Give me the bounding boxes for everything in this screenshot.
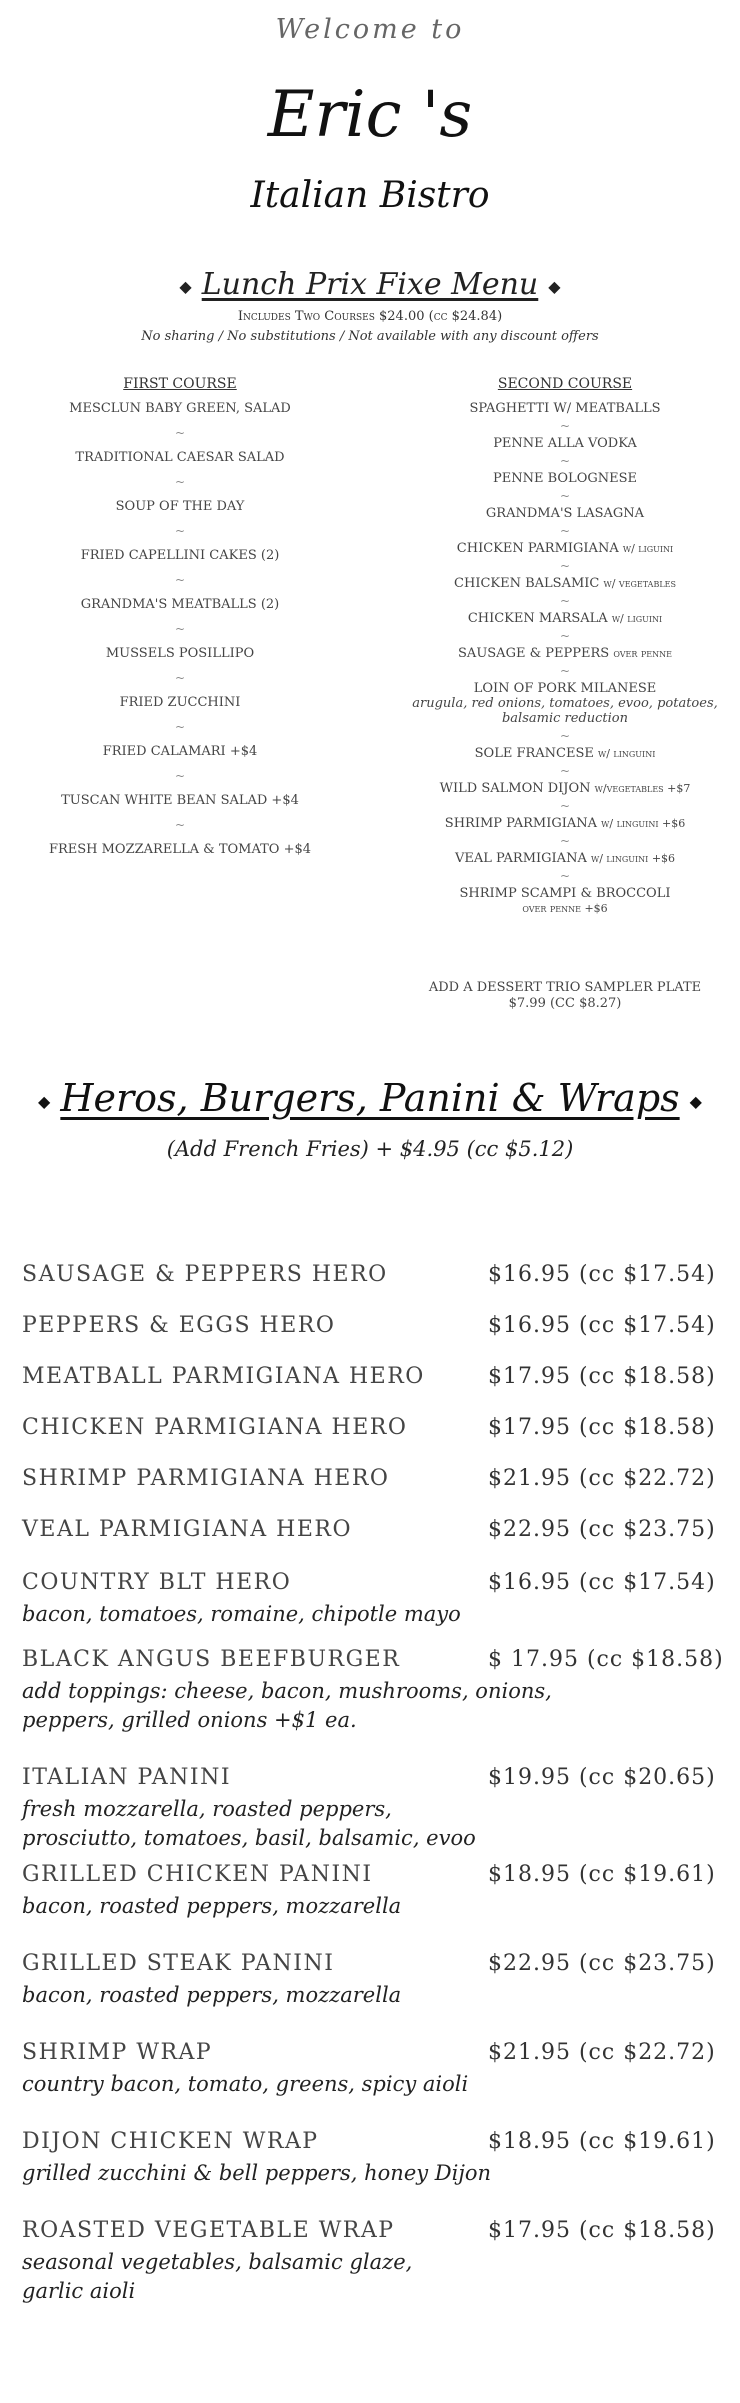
menu-item: SOUP OF THE DAY (115, 499, 245, 514)
item-note: over penne (613, 647, 672, 660)
item-note: w/vegetables +$7 (594, 782, 691, 795)
item-name: GRILLED CHICKEN PANINI (22, 1862, 373, 1887)
item-name: SAUSAGE & PEPPERS (458, 646, 614, 661)
first-course-column (10, 376, 350, 857)
item-description (22, 2159, 491, 2188)
item-name: ROASTED VEGETABLE WRAP (22, 2218, 395, 2243)
item-note: w/ vegetables (603, 577, 676, 590)
desc-line: garlic aioli (22, 2279, 136, 2303)
item-price: $22.95 (cc $23.75) (488, 1951, 716, 1976)
desc-line: peppers, grilled onions +$1 ea. (22, 1708, 357, 1732)
item-description: arugula, red onions, tomatoes, evoo, potatoes, balsamic reduction (412, 696, 718, 726)
diamond-icon: ◆ (179, 276, 192, 296)
desc-line: add toppings: cheese, bacon, mushrooms, onions, (22, 1679, 552, 1703)
item-price: $17.95 (cc $18.58) (488, 1415, 716, 1440)
dessert-offer (395, 980, 735, 1012)
menu-item: FRIED CAPELLINI CAKES (2) (80, 548, 280, 563)
tilde-separator: ~ (559, 869, 571, 883)
item-description (22, 1795, 476, 1853)
tilde-separator: ~ (559, 559, 571, 573)
item-name: WILD SALMON DIJON (439, 781, 595, 796)
tilde-separator: ~ (559, 729, 571, 743)
item-name: GRANDMA'S LASAGNA (485, 506, 645, 521)
item-price: $ 17.95 (cc $18.58) (488, 1647, 724, 1672)
item-description: over penne +$6 (522, 902, 608, 915)
dessert-line: ADD A DESSERT TRIO SAMPLER PLATE (428, 980, 702, 995)
item-note: w/ liguini (622, 542, 674, 555)
tilde-separator: ~ (174, 573, 186, 587)
second-course-heading: SECOND COURSE (497, 376, 633, 392)
tilde-separator: ~ (559, 524, 571, 538)
menu-item (395, 401, 735, 416)
item-name: COUNTRY BLT HERO (22, 1570, 292, 1595)
diamond-icon: ◆ (38, 1092, 51, 1111)
item-note: w/ linguini (598, 747, 656, 760)
menu-item: FRIED ZUCCHINI (119, 695, 241, 710)
menu-item: MESCLUN BABY GREEN, SALAD (69, 401, 291, 416)
first-course-heading: FIRST COURSE (123, 376, 237, 392)
item-description (22, 1892, 401, 1921)
menu-item: TRADITIONAL CAESAR SALAD (75, 450, 285, 465)
second-course-column (395, 376, 735, 916)
desc-line: grilled zucchini & bell peppers, honey Dijon (22, 2161, 492, 2185)
item-note: w/ linguini +$6 (590, 852, 676, 865)
tilde-separator: ~ (174, 671, 186, 685)
item-price: $19.95 (cc $20.65) (488, 1765, 716, 1790)
item-name: VEAL PARMIGIANA HERO (22, 1517, 353, 1542)
menu-item (395, 611, 735, 626)
tilde-separator: ~ (174, 475, 186, 489)
menu-item (395, 781, 735, 796)
item-name: LOIN OF PORK MILANESE (473, 681, 657, 696)
menu-item: TUSCAN WHITE BEAN SALAD +$4 (61, 793, 299, 808)
tilde-separator: ~ (559, 419, 571, 433)
item-name: SPAGHETTI W/ MEATBALLS (469, 401, 661, 416)
lunch-title-text: Lunch Prix Fixe Menu (201, 267, 539, 302)
item-price: $16.95 (cc $17.54) (488, 1313, 716, 1338)
item-name: DIJON CHICKEN WRAP (22, 2129, 319, 2154)
tilde-separator: ~ (559, 834, 571, 848)
item-price: $16.95 (cc $17.54) (488, 1570, 716, 1595)
desc-line: bacon, roasted peppers, mozzarella (22, 1983, 402, 2007)
item-price: $16.95 (cc $17.54) (488, 1262, 716, 1287)
tilde-separator: ~ (174, 426, 186, 440)
menu-item (395, 541, 735, 556)
item-name: SOLE FRANCESE (474, 746, 598, 761)
item-note: w/ linguini +$6 (601, 817, 686, 830)
welcome-text: Welcome to (275, 14, 465, 45)
item-description (22, 1677, 552, 1735)
heroes-section-title (0, 1076, 740, 1120)
heroes-subtitle: (Add French Fries) + $4.95 (cc $5.12) (166, 1137, 574, 1161)
item-price: $18.95 (cc $19.61) (488, 1862, 716, 1887)
menu-item: FRESH MOZZARELLA & TOMATO +$4 (48, 842, 312, 857)
item-name: SHRIMP PARMIGIANA HERO (22, 1466, 390, 1491)
item-name: CHICKEN BALSAMIC (454, 576, 604, 591)
lunch-menu-title (0, 267, 740, 302)
menu-item: FRIED CALAMARI +$4 (102, 744, 258, 759)
item-name: GRILLED STEAK PANINI (22, 1951, 335, 1976)
item-description (22, 2248, 412, 2306)
item-name: CHICKEN PARMIGIANA (456, 541, 623, 556)
diamond-icon: ◆ (548, 276, 561, 296)
tilde-separator: ~ (559, 454, 571, 468)
item-price: $22.95 (cc $23.75) (488, 1517, 716, 1542)
tilde-separator: ~ (174, 818, 186, 832)
tilde-separator: ~ (559, 664, 571, 678)
tilde-separator: ~ (559, 764, 571, 778)
desc-line: bacon, tomatoes, romaine, chipotle mayo (22, 1602, 461, 1626)
restaurant-subtitle: Italian Bistro (250, 175, 490, 216)
menu-item: GRANDMA'S MEATBALLS (2) (80, 597, 280, 612)
menu-item (395, 746, 735, 761)
tilde-separator: ~ (174, 720, 186, 734)
item-description (22, 1981, 401, 2010)
item-name: PEPPERS & EGGS HERO (22, 1313, 336, 1338)
desc-line: fresh mozzarella, roasted peppers, (22, 1797, 392, 1821)
item-name: CHICKEN MARSALA (467, 611, 612, 626)
menu-item (395, 816, 735, 831)
item-price: $21.95 (cc $22.72) (488, 2040, 716, 2065)
item-description (22, 1600, 461, 1629)
tilde-separator: ~ (174, 524, 186, 538)
item-name: BLACK ANGUS BEEFBURGER (22, 1647, 401, 1672)
menu-item (395, 506, 735, 521)
tilde-separator: ~ (559, 594, 571, 608)
item-description (22, 2070, 468, 2099)
second-course-list (395, 401, 735, 916)
item-name: SHRIMP SCAMPI & BROCCOLI (459, 886, 671, 901)
menu-item (395, 576, 735, 591)
item-price: $17.95 (cc $18.58) (488, 1364, 716, 1389)
menu-item (395, 886, 735, 901)
heroes-title-text: Heros, Burgers, Panini & Wraps (60, 1076, 680, 1120)
menu-item (395, 471, 735, 486)
item-name: PENNE BOLOGNESE (493, 471, 637, 486)
item-name: SHRIMP PARMIGIANA (444, 816, 602, 831)
desc-line: seasonal vegetables, balsamic glaze, (22, 2250, 413, 2274)
item-name: VEAL PARMIGIANA (454, 851, 591, 866)
tilde-separator: ~ (174, 769, 186, 783)
menu-item (395, 646, 735, 661)
lunch-note: No sharing / No substitutions / Not available with any discount offers (141, 329, 599, 344)
item-name: ITALIAN PANINI (22, 1765, 232, 1790)
menu-item (395, 436, 735, 451)
desc-line: prosciutto, tomatoes, basil, balsamic, evoo (22, 1826, 476, 1850)
lunch-includes: Includes Two Courses $24.00 (cc $24.84) (237, 309, 503, 324)
item-name: SAUSAGE & PEPPERS HERO (22, 1262, 388, 1287)
item-name: MEATBALL PARMIGIANA HERO (22, 1364, 425, 1389)
tilde-separator: ~ (559, 629, 571, 643)
tilde-separator: ~ (559, 489, 571, 503)
tilde-separator: ~ (174, 622, 186, 636)
desc-line: bacon, roasted peppers, mozzarella (22, 1894, 402, 1918)
tilde-separator: ~ (559, 799, 571, 813)
menu-item (395, 681, 735, 696)
item-name: SHRIMP WRAP (22, 2040, 213, 2065)
item-note: w/ liguini (611, 612, 663, 625)
item-price: $17.95 (cc $18.58) (488, 2218, 716, 2243)
menu-item: MUSSELS POSILLIPO (105, 646, 255, 661)
item-price: $18.95 (cc $19.61) (488, 2129, 716, 2154)
item-price: $21.95 (cc $22.72) (488, 1466, 716, 1491)
desc-line: country bacon, tomato, greens, spicy aioli (22, 2072, 469, 2096)
menu-item (395, 851, 735, 866)
item-name: PENNE ALLA VODKA (493, 436, 637, 451)
restaurant-name: Eric 's (267, 78, 473, 152)
first-course-list (10, 401, 350, 857)
diamond-icon: ◆ (689, 1092, 702, 1111)
dessert-price: $7.99 (CC $8.27) (508, 996, 622, 1011)
item-name: CHICKEN PARMIGIANA HERO (22, 1415, 408, 1440)
